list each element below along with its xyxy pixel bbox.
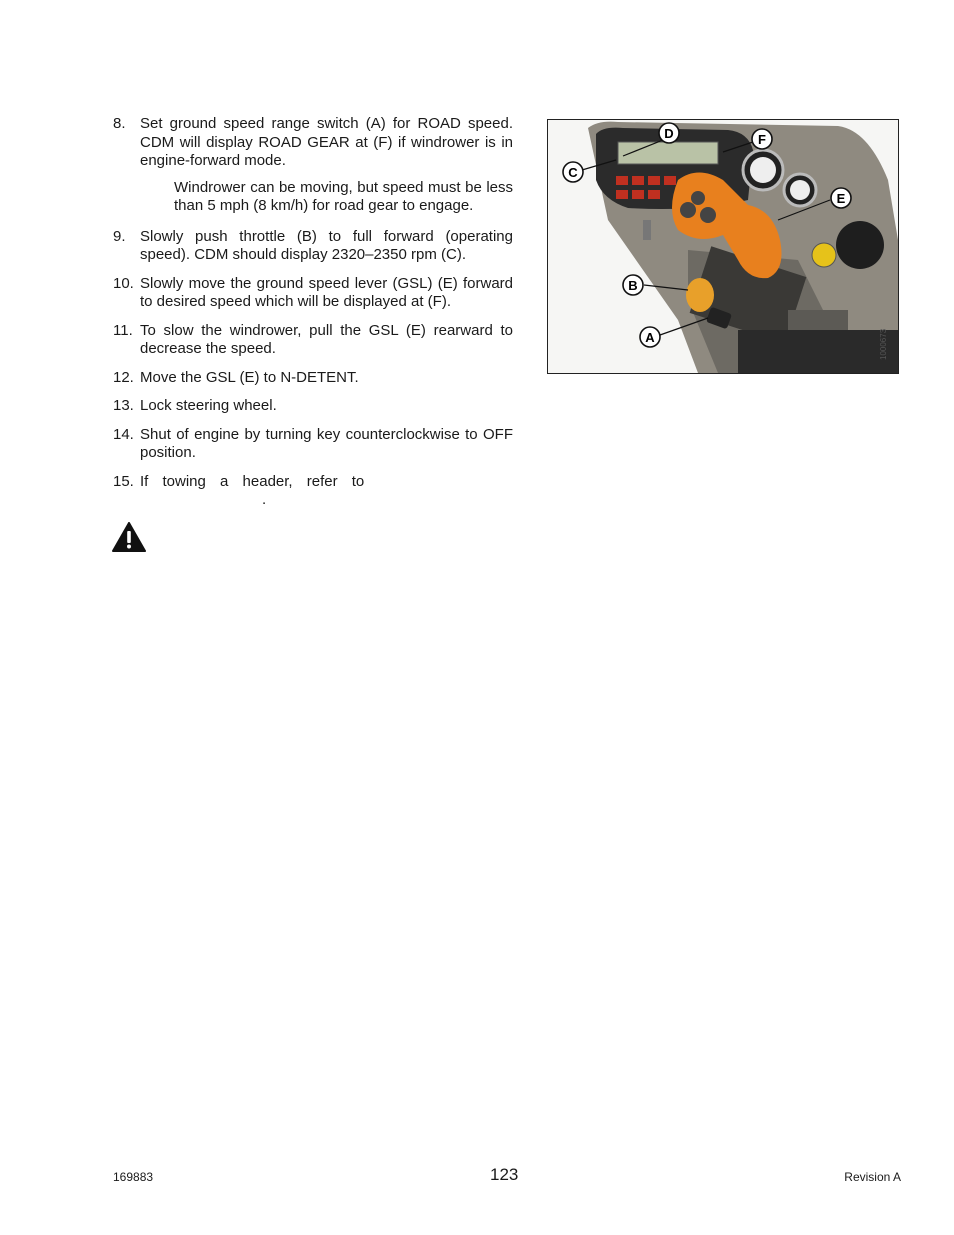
step-text: Lock steering wheel. (140, 397, 277, 414)
svg-text:C: C (568, 165, 578, 180)
step-text: Set ground speed range switch (A) for ROAD speed. CDM will display ROAD GEAR at (F) if windrower is in engine-forward mode. (140, 115, 513, 169)
callout-e (831, 188, 851, 208)
step-text: To slow the windrower, pull the GSL (E) rearward to decrease the speed. (140, 321, 513, 357)
warning-icon (112, 522, 146, 552)
svg-text:A: A (645, 330, 655, 345)
step-tail: . (262, 491, 267, 508)
step-number: 10. (113, 274, 134, 292)
svg-text:B: B (628, 278, 638, 293)
procedure-steps (113, 115, 513, 520)
step-12 (113, 369, 513, 388)
cab-console-figure (547, 119, 899, 374)
console-illustration (548, 120, 898, 373)
revision-label: Revision A (844, 1170, 901, 1184)
step-10 (113, 275, 513, 312)
step-number: 13. (113, 397, 134, 414)
step-number: 8. (113, 115, 126, 132)
step-text: Shut of engine by turning key counterclockwise to OFF position. (140, 425, 513, 461)
svg-text:E: E (836, 191, 846, 206)
step-number: 12. (113, 368, 134, 386)
step-number: 14. (113, 425, 134, 443)
step-text: If towing a header, refer to (140, 472, 365, 490)
callout-a (640, 327, 660, 347)
step-15 (113, 473, 513, 510)
callout-d (659, 123, 679, 143)
step-text: Move the GSL (E) to N-DETENT. (140, 368, 359, 386)
step-number: 11. (113, 321, 133, 339)
figure-image-id: 1000673 (879, 328, 888, 360)
svg-text:F: F (758, 132, 766, 147)
step-8 (113, 115, 513, 171)
step-13 (113, 397, 513, 416)
step-number: 9. (113, 227, 126, 245)
step-14 (113, 426, 513, 463)
step-9 (113, 228, 513, 265)
svg-text:D: D (664, 126, 674, 141)
step-11 (113, 322, 513, 359)
callout-f (752, 129, 772, 149)
doc-number: 169883 (113, 1170, 154, 1184)
step-note: Windrower can be moving, but speed must be less than 5 mph (8 km/h) for road gear to engage. (174, 178, 513, 214)
step-number: 15. (113, 472, 134, 490)
callout-b (623, 275, 643, 295)
callout-c (563, 162, 583, 182)
step-text: Slowly move the ground speed lever (GSL) (E) forward to desired speed which will be displayed at (F). (140, 274, 513, 310)
page-number: 123 (490, 1165, 519, 1184)
step-text: Slowly push throttle (B) to full forward (operating speed). CDM should display 2320–2350 rpm (C). (140, 227, 513, 263)
